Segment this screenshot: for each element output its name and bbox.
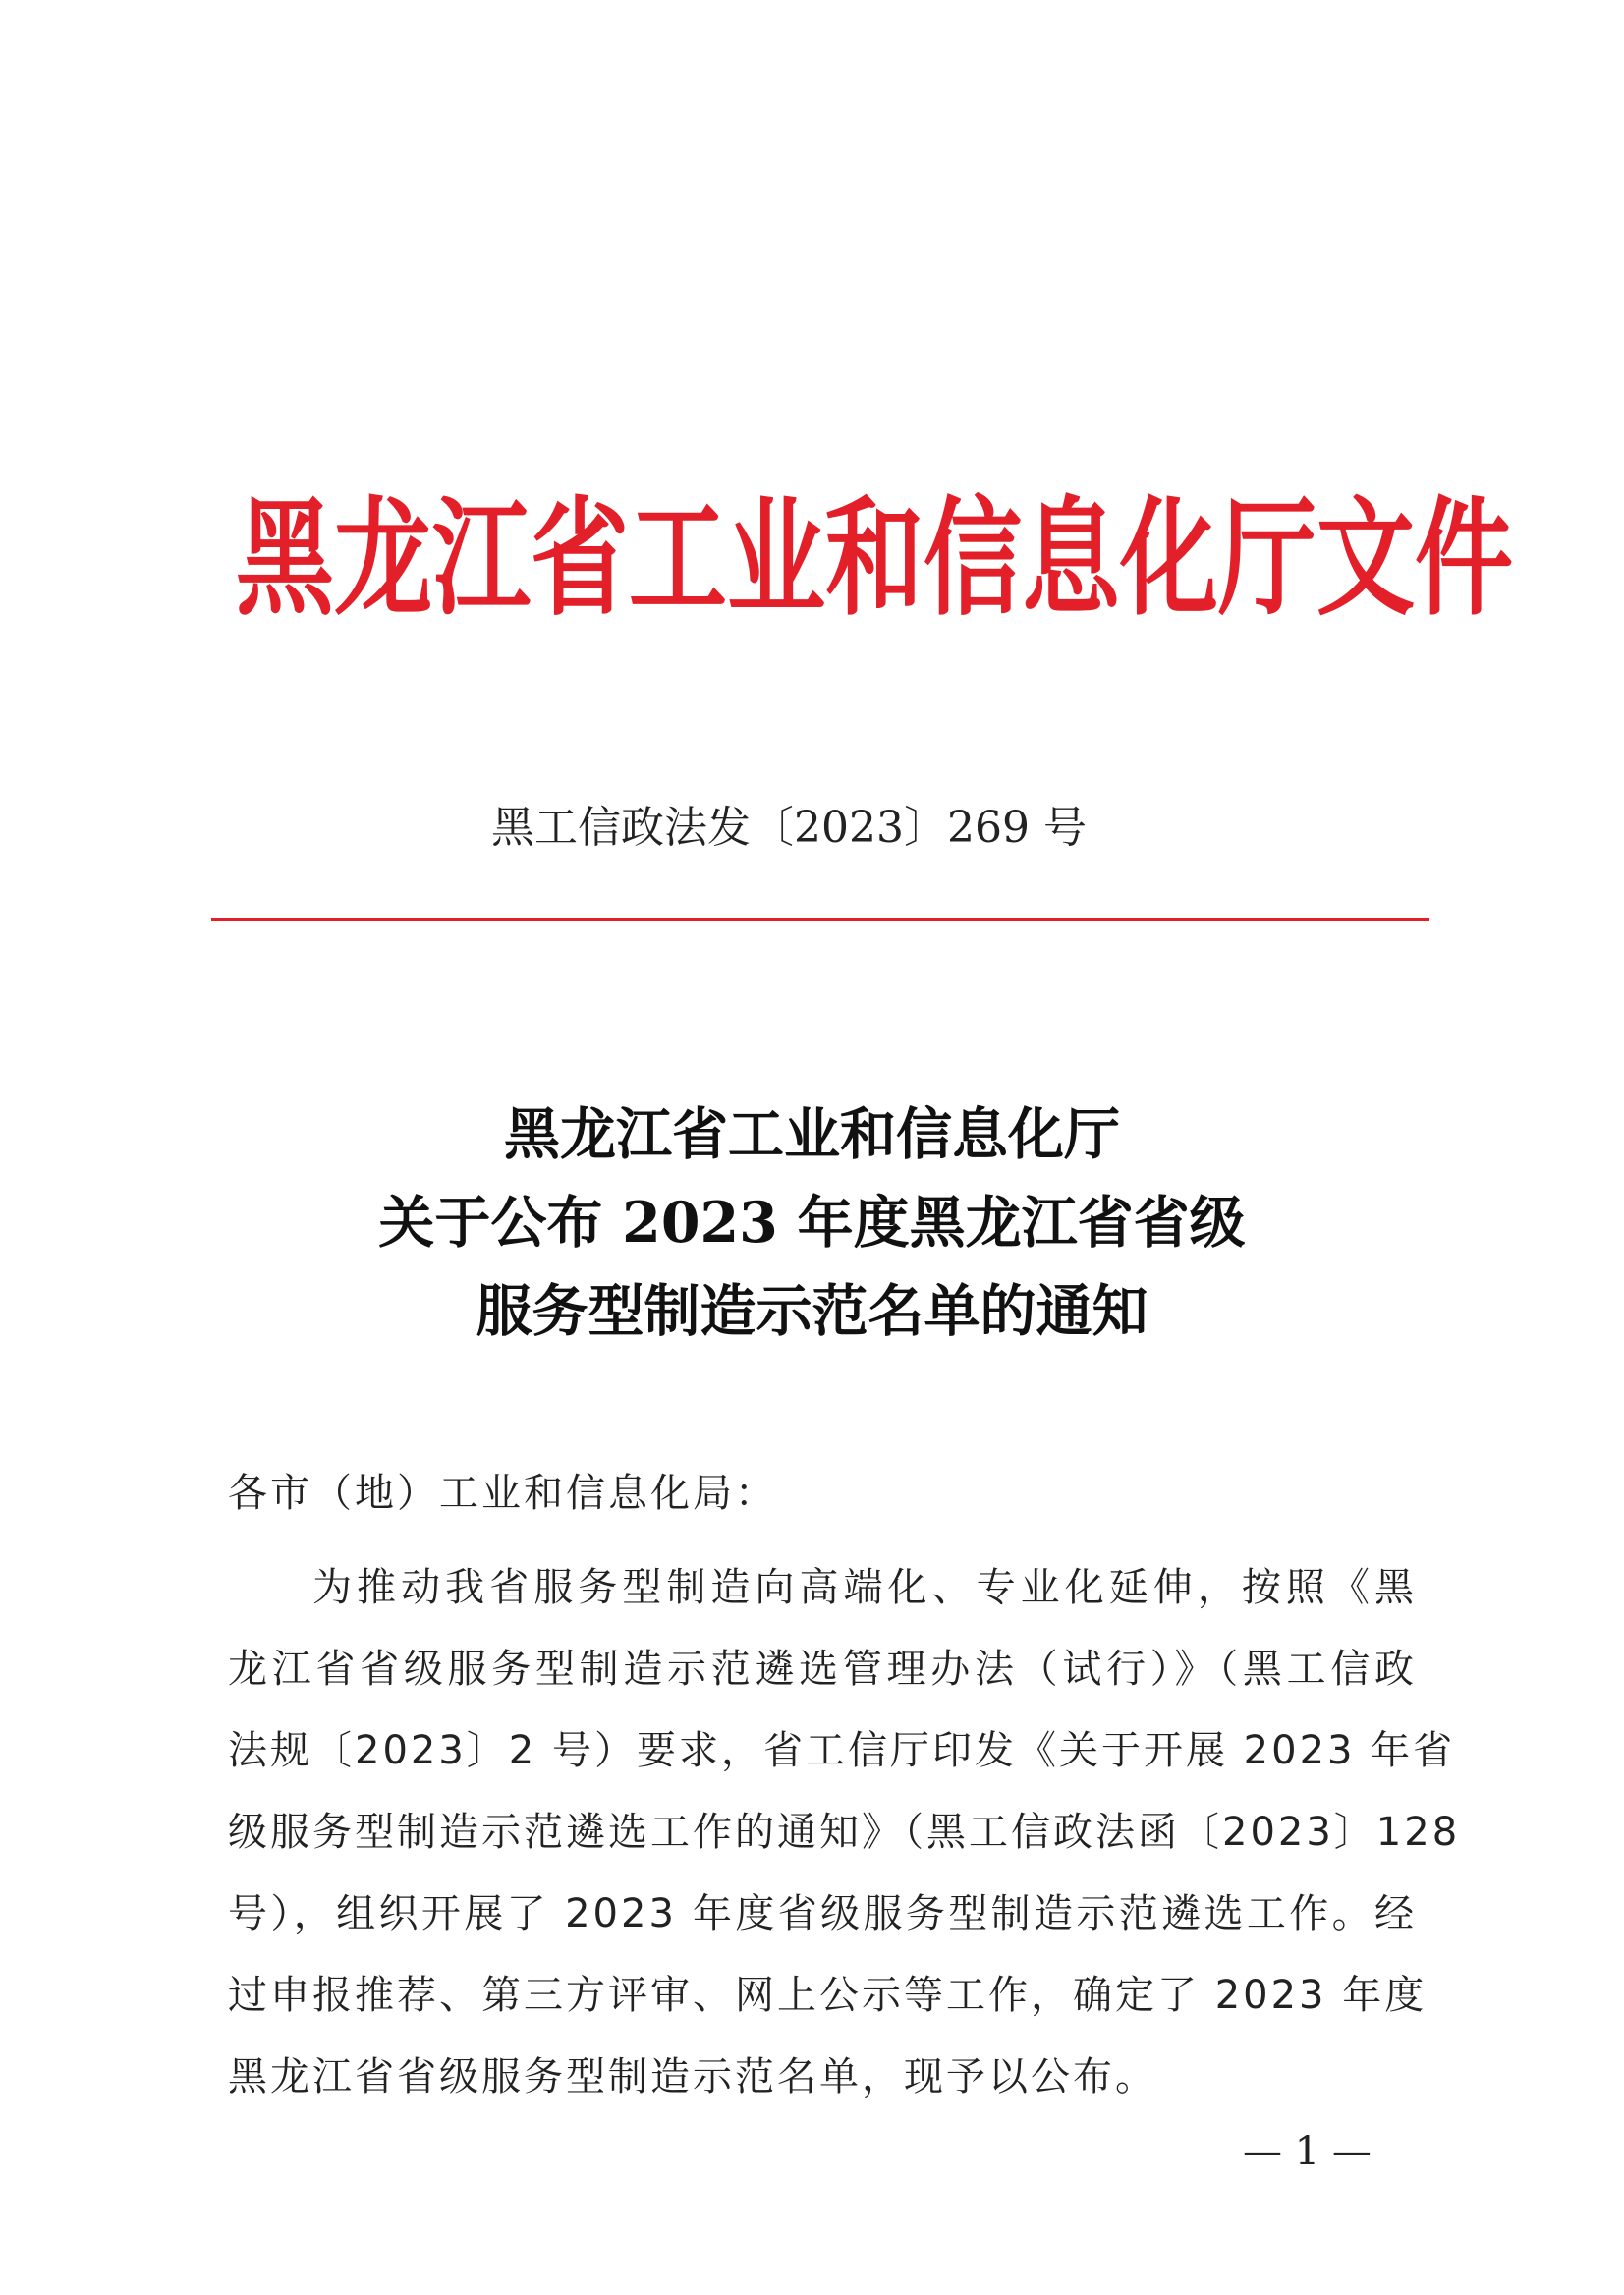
title-line: 关于公布 2023 年度黑龙江省省级 xyxy=(378,1190,1246,1256)
title-line: 黑龙江省工业和信息化厅 xyxy=(504,1101,1120,1167)
document-number: 黑工信政法发〔2023〕269 号 xyxy=(491,803,1087,853)
body-line: 黑龙江省省级服务型制造示范名单，现予以公布。 xyxy=(228,2054,1157,2099)
body-line: 为推动我省服务型制造向高端化、专业化延伸，按照《黑 xyxy=(312,1565,1417,1610)
title-line: 服务型制造示范名单的通知 xyxy=(476,1278,1148,1344)
issuer-header: 黑龙江省工业和信息化厅文件 xyxy=(236,482,1513,634)
body-line: 龙江省省级服务型制造示范遴选管理办法（试行）》（黑工信政 xyxy=(228,1647,1417,1692)
document-title xyxy=(196,1091,1428,1356)
salutation: 各市（地）工业和信息化局： xyxy=(228,1471,777,1516)
page-number: — 1 — xyxy=(1243,2129,1372,2174)
body-line: 法规〔2023〕2 号）要求，省工信厅印发《关于开展 2023 年省 xyxy=(228,1728,1456,1773)
body-line: 过申报推荐、第三方评审、网上公示等工作，确定了 2023 年度 xyxy=(228,1973,1428,2018)
body-paragraph xyxy=(228,1547,1461,2118)
header-divider xyxy=(211,918,1429,921)
body-line: 级服务型制造示范遴选工作的通知》（黑工信政法函〔2023〕128 xyxy=(228,1810,1461,1855)
body-line: 号），组织开展了 2023 年度省级服务型制造示范遴选工作。经 xyxy=(228,1891,1417,1936)
